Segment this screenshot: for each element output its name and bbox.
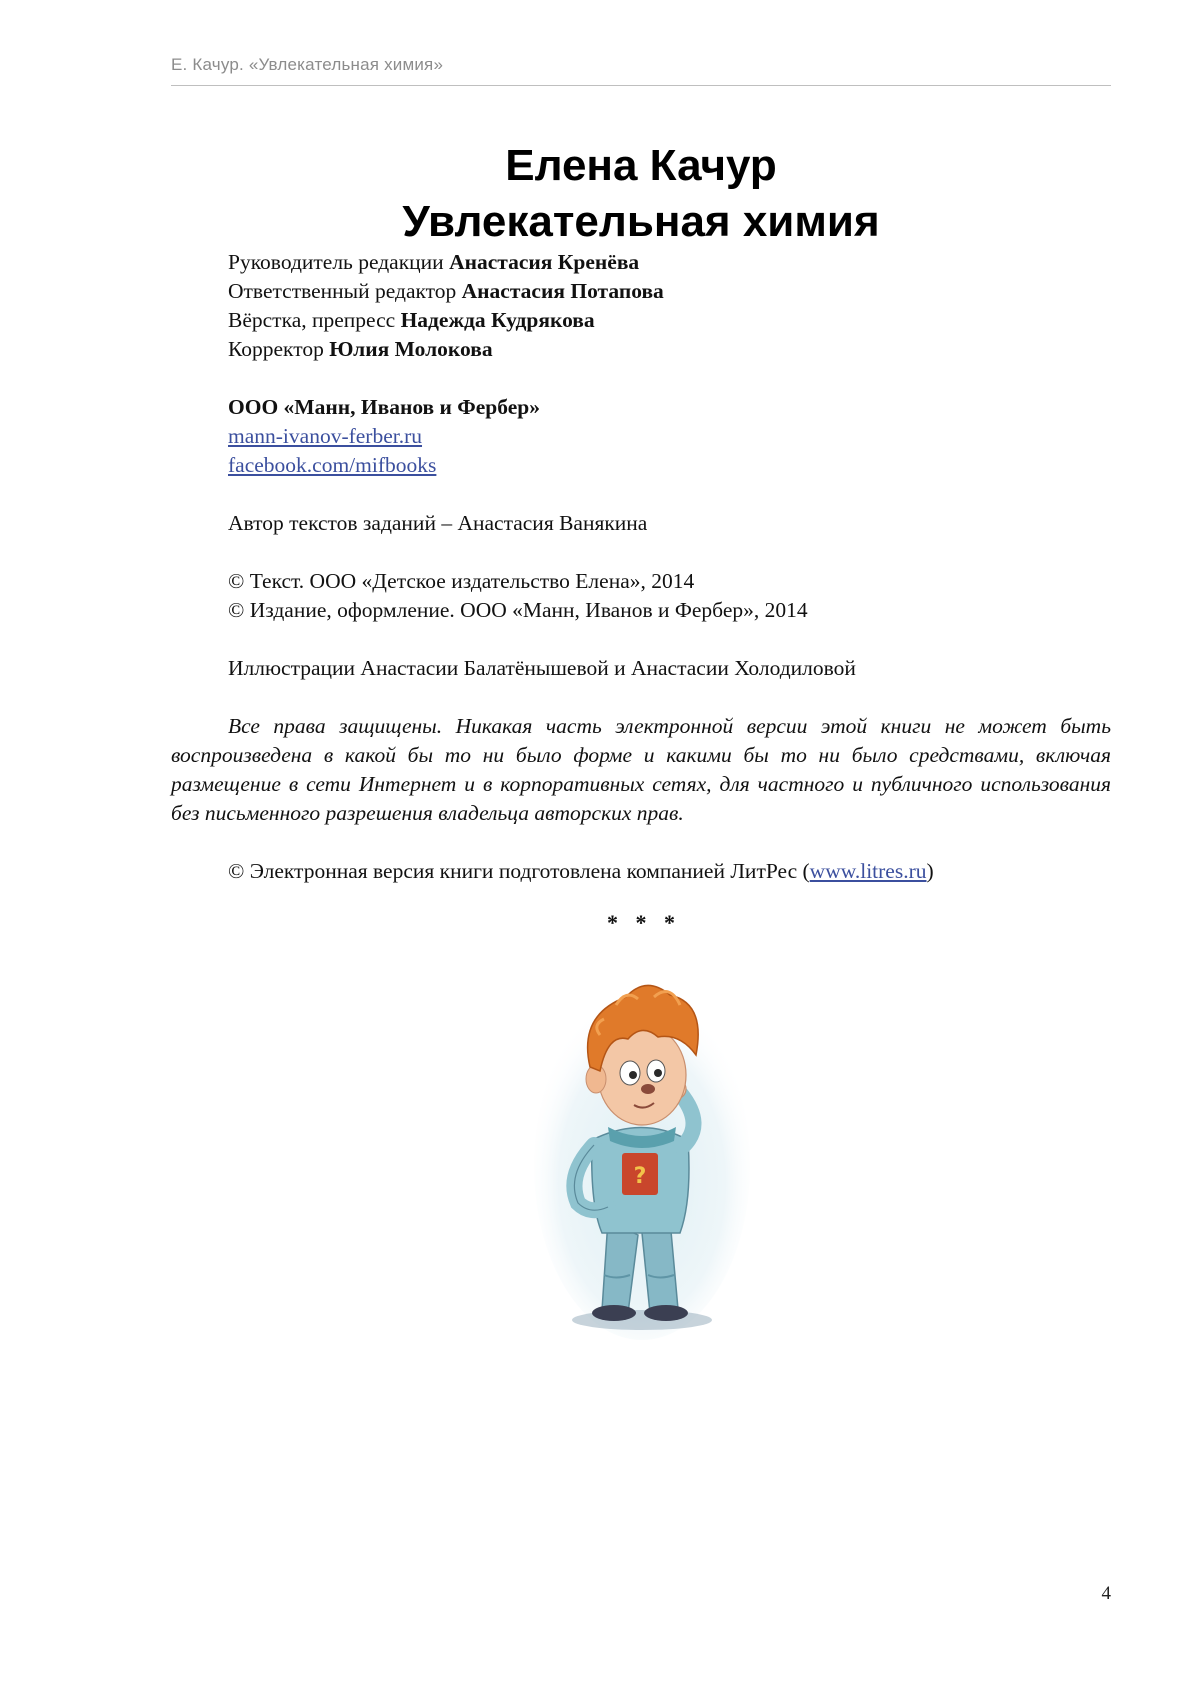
spacer — [171, 886, 1111, 908]
publisher-site-link[interactable]: mann-ivanov-ferber.ru — [228, 424, 423, 448]
illustrators: Иллюстрации Анастасии Балатёнышевой и Анастасии Холодиловой — [228, 656, 856, 680]
ebook-note-suffix: ) — [926, 859, 934, 883]
credit-role: Корректор — [228, 337, 330, 361]
credit-line — [171, 335, 1111, 364]
spacer — [171, 625, 1111, 654]
credit-role: Ответственный редактор — [228, 279, 462, 303]
publisher-name: ООО «Манн, Иванов и Фербер» — [228, 395, 540, 419]
svg-text:?: ? — [633, 1164, 647, 1189]
credit-role: Руководитель редакции — [228, 250, 450, 274]
credit-name: Надежда Кудрякова — [400, 308, 595, 332]
ebook-note — [171, 857, 1111, 886]
copyright-text: © Текст. ООО «Детское издательство Елена», 2014 — [228, 569, 695, 593]
running-header: Е. Качур. «Увлекательная химия» — [171, 55, 444, 74]
page-number: 4 — [1101, 1583, 1111, 1604]
credit-line — [171, 277, 1111, 306]
publisher-site-line — [171, 422, 1111, 451]
book-title: Увлекательная химия — [402, 197, 880, 246]
spacer — [171, 683, 1111, 712]
spacer — [171, 538, 1111, 567]
boy-illustration — [530, 975, 755, 1340]
credit-role: Вёрстка, препресс — [228, 308, 401, 332]
boy-drawing — [530, 975, 755, 1340]
credit-name: Анастасия Потапова — [461, 279, 664, 303]
copyright-edition: © Издание, оформление. ООО «Манн, Иванов и Фербер», 2014 — [228, 598, 808, 622]
litres-link[interactable]: www.litres.ru — [809, 859, 927, 883]
author-title: Елена Качур — [505, 141, 777, 190]
credit-line — [171, 248, 1111, 277]
spacer — [171, 480, 1111, 509]
spacer — [171, 364, 1111, 393]
credit-line — [171, 306, 1111, 335]
title-block — [171, 138, 1111, 250]
tasks-author: Автор текстов заданий – Анастасия Ванякина — [228, 511, 648, 535]
imprint-content — [171, 248, 1111, 937]
ebook-note-prefix: © Электронная версия книги подготовлена компанией ЛитРес ( — [228, 859, 810, 883]
section-separator: * * * — [607, 910, 681, 935]
publisher-facebook-line — [171, 451, 1111, 480]
header-rule — [171, 85, 1111, 86]
rights-notice: Все права защищены. Никакая часть электронной версии этой книги не может быть воспроизведена в какой бы то ни было форме и какими бы то ни было средствами, включая размещение в сети Интернет и в корпоративных сетях, для частного и публичного использования без письменного разрешения владельца авторских прав. — [171, 714, 1111, 825]
credit-name: Юлия Молокова — [329, 337, 493, 361]
spacer — [171, 828, 1111, 857]
publisher-facebook-link[interactable]: facebook.com/mifbooks — [228, 453, 437, 477]
credit-name: Анастасия Кренёва — [449, 250, 640, 274]
